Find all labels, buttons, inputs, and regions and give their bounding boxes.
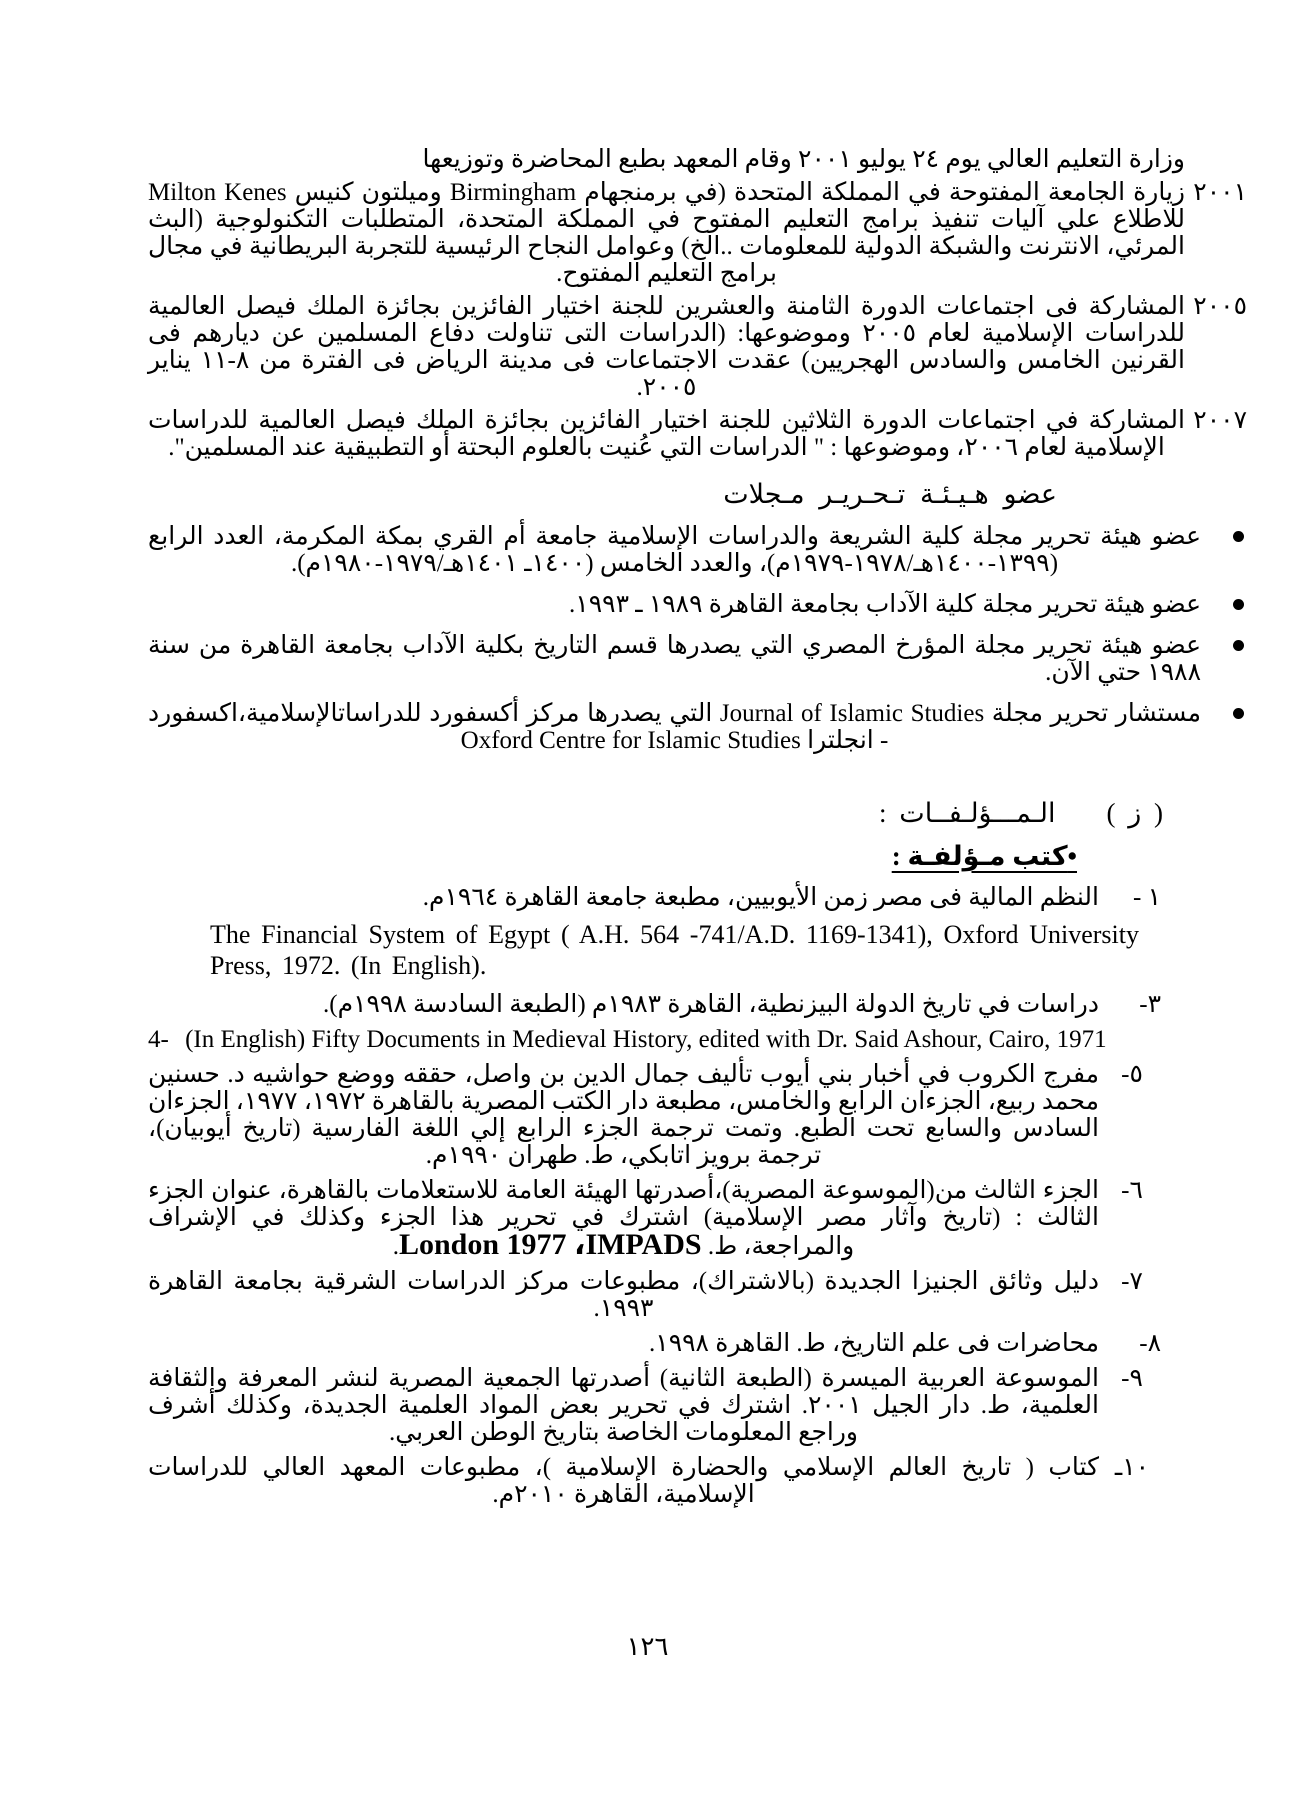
publication-item-number: ٧- <box>1121 1268 1143 1295</box>
publication-item-text: (In English) Fifty Documents in Medieval History, edited with Dr. Said Ashour, Cairo, 1971 <box>185 1026 1107 1053</box>
bullet-icon <box>1233 708 1244 719</box>
publications-list <box>148 884 1247 1508</box>
publication-item-text: دراسات في تاريخ الدولة البيزنطية، القاهرة ١٩٨٣م (الطبعة السادسة ١٩٩٨م). <box>323 991 1099 1018</box>
publication-item-number: ٨- <box>1139 1330 1161 1357</box>
page-content <box>148 146 1247 1516</box>
publication-item <box>148 1454 1161 1508</box>
editorial-list-item <box>148 591 1247 618</box>
bold-publisher-text: London 1977 ،IMPADS <box>398 1228 702 1261</box>
publication-item-text: The Financial System of Egypt ( A.H. 564 -741/A.D. 1169-1341), Oxford University Press, 1972. (In English). <box>210 920 1139 980</box>
editorial-list-item <box>148 700 1247 754</box>
timeline-text: المشاركة في اجتماعات الدورة الثلاثين للجنة اختيار الفائزين بجائزة الملك فيصل العالمية للدراسات الإسلامية لعام ٢٠٠٦، وموضوعها : " الدراسات التي عُنيت بالعلوم البحتة أو التطبيقية عند المسلمين". <box>148 407 1185 461</box>
publication-item-number: ٥- <box>1121 1061 1143 1088</box>
publications-section-heading: ( ز ) الـمـــؤلـفــات : <box>879 798 1163 828</box>
timeline-year: ٢٠٠٧ <box>1193 407 1247 434</box>
timeline-entry <box>148 293 1247 401</box>
editorial-list-item <box>148 523 1247 577</box>
publication-item-number: ١ - <box>1132 884 1161 911</box>
intro-line: وزارة التعليم العالي يوم ٢٤ يوليو ٢٠٠١ وقام المعهد بطبع المحاضرة وتوزيعها <box>422 146 1185 173</box>
publication-item-text: دليل وثائق الجنيزا الجديدة (بالاشتراك)، مطبوعات مركز الدراسات الشرقية بجامعة القاهرة ١٩٩٣. <box>148 1268 1099 1322</box>
publication-item-number: ٦- <box>1121 1177 1143 1204</box>
editorial-section-heading: عضو هـيـئـة تـحـريـر مـجلات <box>723 479 1057 509</box>
timeline-year: ٢٠٠٥ <box>1193 293 1247 320</box>
editorial-item-text: عضو هيئة تحرير مجلة كلية الآداب بجامعة القاهرة ١٩٨٩ ـ ١٩٩٣. <box>569 591 1201 618</box>
editorial-item-text: مستشار تحرير مجلة Journal of Islamic Studies التي يصدرها مركز أكسفورد للدراساتالإسلامية،اكسفورد - انجلترا Oxford Centre for Islamic Studies <box>148 700 1201 754</box>
publication-item <box>148 991 1161 1018</box>
publication-item-text: محاضرات فى علم التاريخ، ط. القاهرة ١٩٩٨. <box>649 1330 1099 1357</box>
editorial-list-item <box>148 632 1247 686</box>
timeline-text: زيارة الجامعة المفتوحة في المملكة المتحدة (في برمنجهام Birmingham وميلتون كنيس Milton Kenes للاطلاع علي آليات تنفيذ برامج التعليم المفتوح في المملكة المتحدة، المتطلبات التكنولوجية (البث المرئي، الانترنت والشبكة الدولية للمعلومات ..الخ) وعوامل النجاح الرئيسية للتجربة البريطانية في مجال برامج التعليم المفتوح. <box>148 179 1185 287</box>
publication-item <box>148 1061 1161 1169</box>
editorial-item-text: عضو هيئة تحرير مجلة المؤرخ المصري التي يصدرها قسم التاريخ بكلية الآداب بجامعة القاهرة من سنة ١٩٨٨ حتي الآن. <box>148 632 1201 686</box>
timeline-text: المشاركة فى اجتماعات الدورة الثامنة والعشرين للجنة اختيار الفائزين بجائزة الملك فيصل العالمية للدراسات الإسلامية لعام ٢٠٠٥ وموضوعها: (الدراسات التى تناولت دفاع المسلمين عن ديارهم فى القرنين الخامس والسادس الهجريين) عقدت الاجتماعات فى مدينة الرياض فى الفترة من ٨-١١ يناير ٢٠٠٥. <box>148 293 1186 401</box>
bullet-icon: • <box>1067 841 1077 871</box>
timeline-entry <box>148 179 1247 287</box>
publication-item-text: الموسوعة العربية الميسرة (الطبعة الثانية) أصدرتها الجمعية المصرية لنشر المعرفة والثقافة العلمية، ط. دار الجيل ٢٠٠١. اشترك في تحرير بعض المواد العلمية الجديدة، وكذلك أشرف وراجع المعلومات الخاصة بتاريخ الوطن العربي. <box>148 1365 1099 1446</box>
publication-item <box>148 1330 1161 1357</box>
publication-item <box>148 884 1161 911</box>
publication-item <box>148 1177 1161 1260</box>
page-number: ١٢٦ <box>626 1632 669 1661</box>
publication-item <box>148 919 1161 981</box>
bullet-icon <box>1233 599 1244 610</box>
publications-subheading <box>148 840 1077 872</box>
timeline-section <box>148 179 1247 461</box>
editorial-item-text: عضو هيئة تحرير مجلة كلية الشريعة والدراسات الإسلامية جامعة أم القري بمكة المكرمة، العدد الرابع (١٣٩٩-١٤٠٠هـ/١٩٧٨-١٩٧٩م)، والعدد الخامس (١٤٠٠ـ ١٤٠١هـ/١٩٧٩-١٩٨٠م). <box>148 523 1201 577</box>
publication-item-number: ٩- <box>1121 1365 1143 1392</box>
publication-item-text: النظم المالية فى مصر زمن الأيوبيين، مطبعة جامعة القاهرة ١٩٦٤م. <box>422 884 1099 911</box>
publication-item <box>148 1026 1161 1053</box>
publication-item-text: مفرج الكروب في أخبار بني أيوب تأليف جمال الدين بن واصل، حققه ووضع حواشيه د. حسنين محمد ربيع، الجزءان الرابع والخامس، مطبعة دار الكتب المصرية بالقاهرة ١٩٧٢، ١٩٧٧، الجزءان السادس والسابع تحت الطبع. وتمت ترجمة الجزء الرابع إلي اللغة الفارسية (تاريخ أيوبيان)، ترجمة برويز اتابكي، ط. طهران ١٩٩٠م. <box>148 1061 1099 1169</box>
bullet-icon <box>1233 640 1244 651</box>
publication-item-text: الجزء الثالث من(الموسوعة المصرية)،أصدرتها الهيئة العامة للاستعلامات بالقاهرة، عنوان الجزء الثالث : (تاريخ وآثار مصر الإسلامية) اشترك في تحرير هذا الجزء وكذلك في الإشراف والمراجعة، ط. London 1977 ،IMPADS. <box>148 1177 1099 1261</box>
publication-item <box>148 1365 1161 1446</box>
timeline-entry <box>148 407 1247 461</box>
publications-subheading-text: كتب مـؤلفـة : <box>891 841 1068 871</box>
publication-item-number: ٣- <box>1139 991 1161 1018</box>
editorial-list <box>148 523 1247 754</box>
publication-item-number: 4- <box>148 1026 169 1053</box>
publication-item-text: كتاب ( تاريخ العالم الإسلامي والحضارة الإسلامية )، مطبوعات المعهد العالي للدراسات الإسلامية، القاهرة ٢٠١٠م. <box>148 1454 1099 1508</box>
bullet-icon <box>1233 531 1244 542</box>
publication-item-number: ١٠ـ <box>1114 1454 1150 1481</box>
timeline-year: ٢٠٠١ <box>1193 179 1247 206</box>
publication-item <box>148 1268 1161 1322</box>
